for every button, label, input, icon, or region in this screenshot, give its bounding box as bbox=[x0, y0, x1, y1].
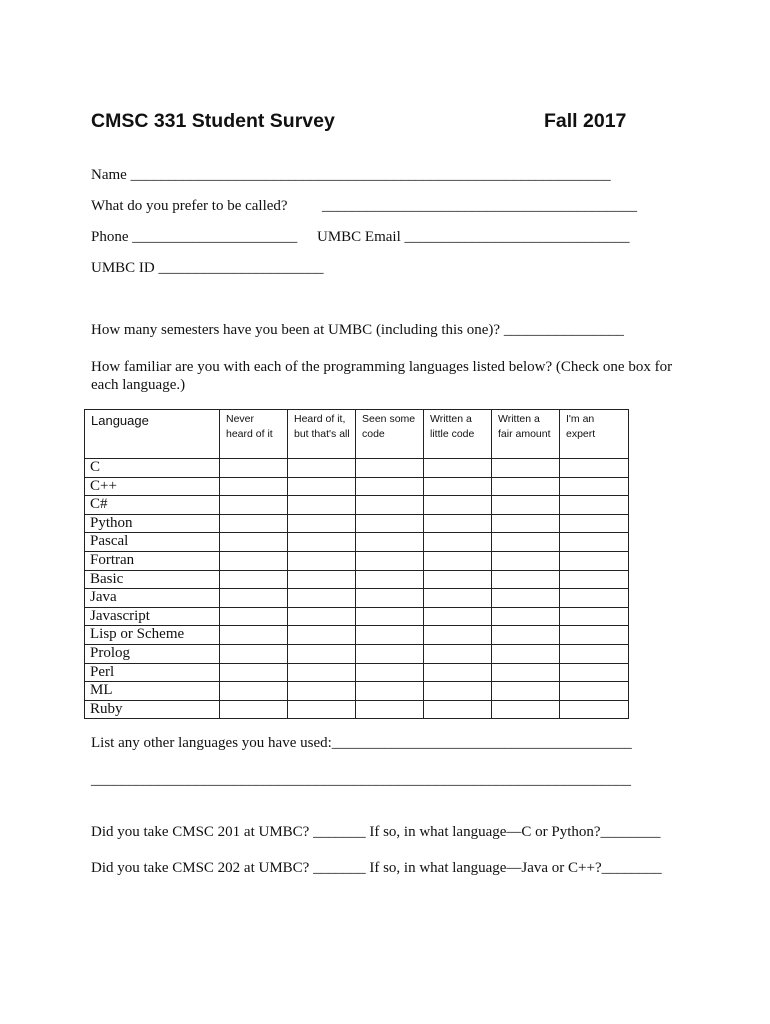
table-row bbox=[85, 644, 629, 663]
familiarity-checkbox[interactable] bbox=[492, 700, 560, 719]
column-header-rating: I'm an expert bbox=[560, 410, 629, 459]
table-row bbox=[85, 514, 629, 533]
familiarity-checkbox[interactable] bbox=[288, 514, 356, 533]
familiarity-checkbox[interactable] bbox=[560, 626, 629, 645]
familiarity-checkbox[interactable] bbox=[288, 663, 356, 682]
familiarity-checkbox[interactable] bbox=[424, 589, 492, 608]
email-field[interactable]: UMBC Email ______________________________ bbox=[317, 229, 630, 245]
table-row bbox=[85, 682, 629, 701]
language-name: Perl bbox=[85, 663, 220, 682]
familiarity-checkbox[interactable] bbox=[424, 533, 492, 552]
familiarity-checkbox[interactable] bbox=[220, 626, 288, 645]
language-name: Python bbox=[85, 514, 220, 533]
table-row bbox=[85, 700, 629, 719]
familiarity-instructions: How familiar are you with each of the programming languages listed below? (Check one box for each language.) bbox=[91, 359, 673, 393]
preferred-name-label: What do you prefer to be called? bbox=[91, 198, 288, 214]
column-header-rating: Written a little code bbox=[424, 410, 492, 459]
familiarity-checkbox[interactable] bbox=[492, 570, 560, 589]
familiarity-checkbox[interactable] bbox=[492, 477, 560, 496]
table-row bbox=[85, 496, 629, 515]
other-languages-line[interactable]: ________________________________________________________________________ bbox=[91, 772, 631, 788]
name-field[interactable]: Name ________________________________________________________________ bbox=[91, 167, 611, 183]
phone-field[interactable]: Phone ______________________ bbox=[91, 229, 298, 245]
familiarity-checkbox[interactable] bbox=[220, 663, 288, 682]
familiarity-checkbox[interactable] bbox=[288, 570, 356, 589]
table-row bbox=[85, 477, 629, 496]
familiarity-checkbox[interactable] bbox=[560, 663, 629, 682]
familiarity-checkbox[interactable] bbox=[356, 496, 424, 515]
familiarity-checkbox[interactable] bbox=[288, 626, 356, 645]
familiarity-checkbox[interactable] bbox=[492, 533, 560, 552]
familiarity-checkbox[interactable] bbox=[288, 551, 356, 570]
familiarity-checkbox[interactable] bbox=[220, 589, 288, 608]
familiarity-checkbox[interactable] bbox=[424, 514, 492, 533]
column-header-rating: Heard of it, but that's all bbox=[288, 410, 356, 459]
table-row bbox=[85, 570, 629, 589]
familiarity-checkbox[interactable] bbox=[356, 570, 424, 589]
familiarity-checkbox[interactable] bbox=[560, 533, 629, 552]
familiarity-checkbox[interactable] bbox=[288, 459, 356, 478]
table-row bbox=[85, 589, 629, 608]
familiarity-checkbox[interactable] bbox=[356, 700, 424, 719]
column-header-rating: Written a fair amount bbox=[492, 410, 560, 459]
familiarity-checkbox[interactable] bbox=[424, 570, 492, 589]
familiarity-checkbox[interactable] bbox=[560, 570, 629, 589]
familiarity-checkbox[interactable] bbox=[560, 607, 629, 626]
familiarity-checkbox[interactable] bbox=[560, 514, 629, 533]
familiarity-checkbox[interactable] bbox=[288, 533, 356, 552]
column-header-rating: Never heard of it bbox=[220, 410, 288, 459]
familiarity-checkbox[interactable] bbox=[220, 533, 288, 552]
familiarity-checkbox[interactable] bbox=[560, 589, 629, 608]
column-header-rating: Seen some code bbox=[356, 410, 424, 459]
familiarity-checkbox[interactable] bbox=[424, 700, 492, 719]
familiarity-checkbox[interactable] bbox=[356, 626, 424, 645]
familiarity-checkbox[interactable] bbox=[424, 663, 492, 682]
other-languages-label[interactable]: List any other languages you have used:________________________________________ bbox=[91, 735, 632, 751]
table-row bbox=[85, 607, 629, 626]
familiarity-checkbox[interactable] bbox=[424, 682, 492, 701]
familiarity-checkbox[interactable] bbox=[492, 514, 560, 533]
preferred-name-field[interactable]: __________________________________________ bbox=[322, 198, 637, 214]
familiarity-checkbox[interactable] bbox=[220, 459, 288, 478]
familiarity-checkbox[interactable] bbox=[424, 644, 492, 663]
familiarity-checkbox[interactable] bbox=[560, 551, 629, 570]
familiarity-checkbox[interactable] bbox=[220, 570, 288, 589]
familiarity-checkbox[interactable] bbox=[288, 682, 356, 701]
familiarity-checkbox[interactable] bbox=[220, 477, 288, 496]
familiarity-checkbox[interactable] bbox=[356, 682, 424, 701]
familiarity-checkbox[interactable] bbox=[356, 589, 424, 608]
column-header-language: Language bbox=[85, 410, 220, 459]
cmsc201-question[interactable]: Did you take CMSC 201 at UMBC? _______ If so, in what language—C or Python?________ bbox=[91, 824, 661, 840]
table-row bbox=[85, 533, 629, 552]
familiarity-checkbox[interactable] bbox=[356, 459, 424, 478]
familiarity-checkbox[interactable] bbox=[288, 644, 356, 663]
familiarity-checkbox[interactable] bbox=[560, 477, 629, 496]
table-row bbox=[85, 551, 629, 570]
familiarity-checkbox[interactable] bbox=[288, 496, 356, 515]
language-name: Lisp or Scheme bbox=[85, 626, 220, 645]
language-name: C bbox=[85, 459, 220, 478]
familiarity-checkbox[interactable] bbox=[424, 459, 492, 478]
familiarity-checkbox[interactable] bbox=[288, 700, 356, 719]
familiarity-checkbox[interactable] bbox=[356, 477, 424, 496]
language-name: Basic bbox=[85, 570, 220, 589]
familiarity-checkbox[interactable] bbox=[424, 626, 492, 645]
familiarity-checkbox[interactable] bbox=[220, 496, 288, 515]
language-name: Ruby bbox=[85, 700, 220, 719]
familiarity-checkbox[interactable] bbox=[356, 514, 424, 533]
table-row bbox=[85, 459, 629, 478]
language-name: C++ bbox=[85, 477, 220, 496]
familiarity-checkbox[interactable] bbox=[356, 533, 424, 552]
familiarity-checkbox[interactable] bbox=[288, 477, 356, 496]
language-familiarity-table bbox=[84, 409, 629, 719]
table-row bbox=[85, 663, 629, 682]
familiarity-checkbox[interactable] bbox=[492, 551, 560, 570]
language-name: Prolog bbox=[85, 644, 220, 663]
language-name: Java bbox=[85, 589, 220, 608]
survey-title: CMSC 331 Student Survey bbox=[91, 110, 335, 132]
familiarity-checkbox[interactable] bbox=[492, 496, 560, 515]
familiarity-checkbox[interactable] bbox=[356, 607, 424, 626]
table-row bbox=[85, 626, 629, 645]
familiarity-checkbox[interactable] bbox=[560, 459, 629, 478]
familiarity-checkbox[interactable] bbox=[492, 663, 560, 682]
familiarity-checkbox[interactable] bbox=[560, 682, 629, 701]
familiarity-checkbox[interactable] bbox=[220, 514, 288, 533]
familiarity-checkbox[interactable] bbox=[424, 477, 492, 496]
familiarity-checkbox[interactable] bbox=[288, 589, 356, 608]
language-name: Pascal bbox=[85, 533, 220, 552]
familiarity-checkbox[interactable] bbox=[424, 496, 492, 515]
familiarity-checkbox[interactable] bbox=[220, 682, 288, 701]
familiarity-checkbox[interactable] bbox=[492, 644, 560, 663]
language-name: C# bbox=[85, 496, 220, 515]
cmsc202-question[interactable]: Did you take CMSC 202 at UMBC? _______ If so, in what language—Java or C++?________ bbox=[91, 860, 662, 876]
familiarity-checkbox[interactable] bbox=[492, 607, 560, 626]
familiarity-checkbox[interactable] bbox=[492, 589, 560, 608]
familiarity-checkbox[interactable] bbox=[492, 626, 560, 645]
familiarity-checkbox[interactable] bbox=[424, 551, 492, 570]
table-header-row bbox=[85, 410, 629, 459]
familiarity-checkbox[interactable] bbox=[560, 644, 629, 663]
familiarity-checkbox[interactable] bbox=[492, 459, 560, 478]
survey-term: Fall 2017 bbox=[544, 110, 627, 132]
familiarity-checkbox[interactable] bbox=[356, 644, 424, 663]
language-name: ML bbox=[85, 682, 220, 701]
familiarity-checkbox[interactable] bbox=[356, 551, 424, 570]
language-name: Javascript bbox=[85, 607, 220, 626]
familiarity-checkbox[interactable] bbox=[220, 551, 288, 570]
familiarity-checkbox[interactable] bbox=[356, 663, 424, 682]
familiarity-checkbox[interactable] bbox=[220, 644, 288, 663]
familiarity-checkbox[interactable] bbox=[560, 700, 629, 719]
familiarity-checkbox[interactable] bbox=[288, 607, 356, 626]
familiarity-checkbox[interactable] bbox=[560, 496, 629, 515]
familiarity-checkbox[interactable] bbox=[220, 607, 288, 626]
familiarity-checkbox[interactable] bbox=[424, 607, 492, 626]
umbc-id-field[interactable]: UMBC ID ______________________ bbox=[91, 260, 324, 276]
semesters-question[interactable]: How many semesters have you been at UMBC (including this one)? ________________ bbox=[91, 322, 624, 338]
familiarity-checkbox[interactable] bbox=[492, 682, 560, 701]
familiarity-checkbox[interactable] bbox=[220, 700, 288, 719]
language-name: Fortran bbox=[85, 551, 220, 570]
